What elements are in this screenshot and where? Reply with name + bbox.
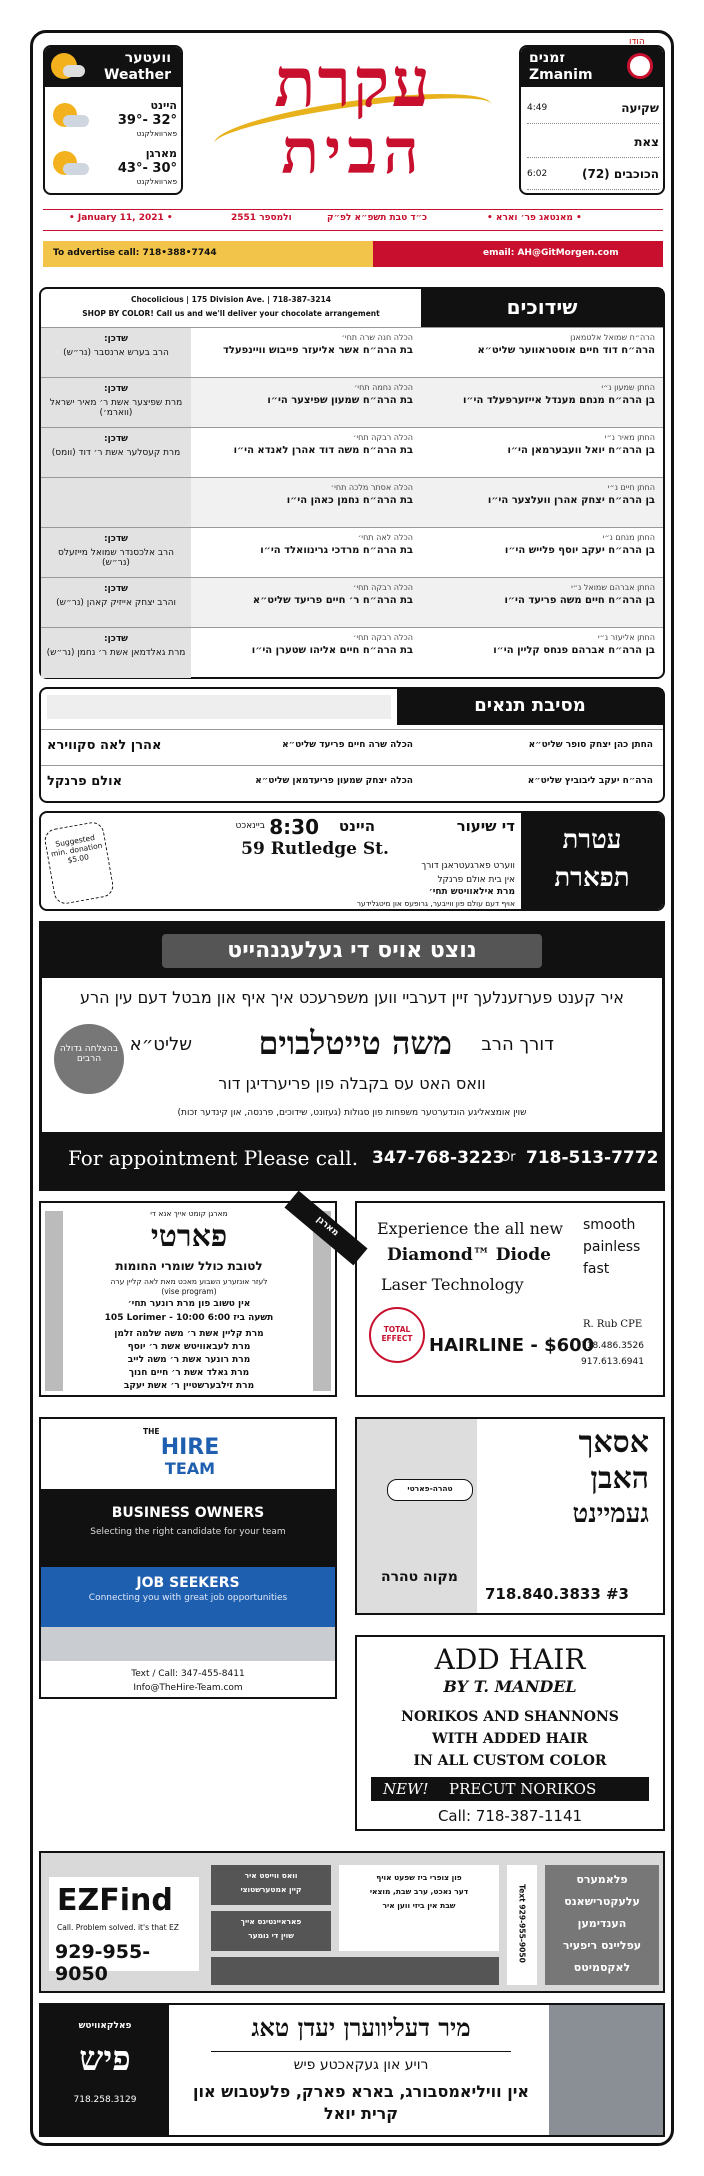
ezfind-col3 <box>339 1865 499 1951</box>
ezfind-vertical-text: Text 929-955-9050 <box>517 1884 527 1963</box>
hire-logo-top: THE <box>143 1427 160 1436</box>
ezfind-service-item: עלעקטרישאנס <box>564 1895 640 1908</box>
laser-tag: smooth <box>583 1217 636 1233</box>
party-sub2: לעזר אונזערע השבוע מאכט מאת לאה קליין ערה <box>110 1277 268 1286</box>
ezfind-col1 <box>211 1865 331 1905</box>
gelegenheit-title: נוצט אויס די געלעגנהייט <box>227 938 477 963</box>
chocolate-ad-line1: Chocolicious | 175 Division Ave. | 718-387-3214 <box>130 295 332 304</box>
chosson-name: הרה״ח דוד חיים אוסטראווער שליט״א <box>477 345 655 356</box>
ezfind-logo-box <box>49 1877 199 1985</box>
ezfind-logo: EZFind <box>57 1883 173 1918</box>
gelegenheit-badge <box>54 1024 124 1094</box>
date-hebrew: כ״ד טבת תשפ״א לפ״ק <box>327 213 428 223</box>
cloud-icon <box>63 65 85 77</box>
chosson-name: בן הרה״ח מנחם מענדל אייזערפעלד הי״ו <box>463 395 655 406</box>
weather-title-yid: וועטער <box>124 50 171 66</box>
chosson-title: החתן מאיר נ״י <box>604 433 655 442</box>
shadchan-label: שדכן: <box>104 634 128 644</box>
party-corner-label: מארגן <box>314 1214 341 1239</box>
header <box>33 33 671 283</box>
gelegenheit-honor: שליט״א <box>129 1034 192 1055</box>
shadchan-label: שדכן: <box>104 384 128 394</box>
party-address: 105 Lorimer - 10:00 תשעה ביז 6:00 <box>104 1313 274 1323</box>
party-host-name: מרת רונער אשת ר׳ משה לייב <box>127 1355 251 1365</box>
ateres-logo-line2: תפארת <box>554 863 630 893</box>
zmanim-label: צאת <box>634 135 659 149</box>
gelegenheit-phone-bar <box>42 1132 662 1188</box>
gelegenheit-title-bar <box>42 924 662 978</box>
ateres-today: היינט <box>338 817 375 835</box>
fish-photo <box>549 2005 663 2135</box>
shidduchim-header <box>41 289 663 327</box>
masthead-logo <box>203 43 503 197</box>
laser-phone1[interactable]: 718.486.3526 <box>581 1341 644 1351</box>
shadchan-name: והרב יצחק אייזיק קאהן (נר״ש) <box>56 598 176 608</box>
shidduch-row <box>41 377 663 427</box>
logo-text-top: עקרת <box>274 43 432 123</box>
mikvah-title2: האבן <box>590 1461 649 1496</box>
cloud-icon <box>63 163 89 175</box>
date-parsha: • מאנטאג פר׳ וארא • <box>487 213 582 223</box>
advertise-phone-strip <box>43 241 373 267</box>
zmanim-title-bar <box>521 47 663 87</box>
add-hair-ad <box>355 1635 665 1831</box>
tenaim-hall: אולם פרנקל <box>47 774 123 789</box>
party-title: פארטי <box>150 1219 228 1254</box>
advertise-phone: To advertise call: 718•388•7744 <box>53 248 217 258</box>
ezfind-col1-line: קיין אמטערשטוצי <box>240 1885 302 1894</box>
tenaim-title: מסיבת תנאים <box>474 695 586 716</box>
party-host-name: מרת לעבאוויטש אשת ר׳ יוסף <box>127 1342 251 1352</box>
suggested-donation-text: Suggested min. donation $5.00 <box>50 832 104 865</box>
shidduch-row <box>41 627 663 677</box>
kallah-name: בת הרה״ח חיים אליהו שטערן הי״ו <box>251 645 413 656</box>
kallah-name: בת הרה״ח נחמן כאהן הי״ו <box>286 495 413 506</box>
ateres-time: 8:30 <box>269 815 319 839</box>
ateres-address: 59 Rutledge St. <box>241 839 389 859</box>
add-hair-precut-bar <box>371 1777 649 1801</box>
fish-main: מיר דעליווערן יעדן טאג <box>251 2013 471 2042</box>
zmanim-title-en: Zmanim <box>529 67 593 83</box>
laser-line3: Laser Technology <box>381 1275 524 1294</box>
ezfind-col3-line: דער נאכט, ערב שבת, מוצאי <box>369 1887 469 1896</box>
fish-logo-box <box>41 2005 169 2135</box>
chosson-title: החתן שמעון נ״י <box>601 383 655 392</box>
tenaim-header <box>41 689 663 725</box>
gelegenheit-line1: איר קענט פערזענלעך זיין דערביי ווען משפרעכט איך איף און מבטל דעם עין הרע <box>80 988 624 1007</box>
shidduch-row <box>41 527 663 577</box>
weather-day-label: מארגן <box>145 147 177 160</box>
laser-line1: Experience the all new <box>377 1219 564 1238</box>
fish-sub: רויע און געקאכטע פיש <box>293 2057 429 2073</box>
add-hair-precut: PRECUT NORIKOS <box>449 1780 597 1798</box>
weather-title-en: Weather <box>104 67 171 83</box>
hire-office-photo <box>41 1627 335 1661</box>
weather-box <box>43 45 183 195</box>
zmanim-row <box>527 163 659 190</box>
party-ad <box>39 1201 341 1397</box>
gelegenheit-or: Or <box>500 1150 516 1165</box>
add-hair-by: BY T. MANDEL <box>443 1677 577 1696</box>
chosson-title: החתן אליעזר נ״י <box>597 633 655 642</box>
suggested-donation-badge <box>43 820 115 905</box>
ateres-logo <box>521 813 663 909</box>
zmanim-title-yid: זמנים <box>529 50 565 66</box>
party-location: אין טשוב פון מרת רונער תחי׳ <box>127 1299 251 1309</box>
ezfind-ad <box>39 1851 665 1993</box>
tenaim-section <box>39 687 665 803</box>
mikvah-badge-text: טהרה-פארטי <box>407 1484 453 1493</box>
hire-js-text: Connecting you with great job opportunities <box>88 1593 288 1603</box>
chosson-name: בן הרה״ח חיים משה פריעד הי״ו <box>504 595 655 606</box>
zmanim-time: 6:02 <box>527 169 548 179</box>
fish-ad <box>39 2003 665 2137</box>
hire-job-seekers <box>41 1567 335 1627</box>
chosson-title: החתן אברהם שמואל נ״י <box>571 583 655 592</box>
zmanim-label: שקיעה <box>621 101 659 115</box>
tenaim-chosson: החתן כהן יצחק סופר שליט״א <box>528 740 653 750</box>
laser-sign: R. Rub CPE <box>583 1319 643 1330</box>
hire-team-ad <box>39 1417 337 1699</box>
hire-bo-title: BUSINESS OWNERS <box>111 1505 265 1521</box>
laser-badge-text: TOTAL EFFECT <box>381 1325 413 1343</box>
shadchan-name: מרת שפיצער אשת ר׳ מאיר ישראל (ווארמ׳) <box>49 398 183 418</box>
mikvah-title1: אסאך <box>578 1425 649 1460</box>
ezfind-col3-line: פון צופרי ביז שפעט אויף <box>376 1873 462 1882</box>
ateres-line3: אין בית אולם פרנקל <box>437 875 515 885</box>
chocolate-ad-line2: SHOP BY COLOR! Call us and we'll deliver your chocolate arrangement <box>82 309 380 318</box>
zmanim-row <box>527 97 659 124</box>
shidduchim-list <box>41 327 663 677</box>
ateres-line2: ווערט פארגעטראגן דורך <box>421 861 515 871</box>
weather-temp: 43°- 30° <box>117 161 177 176</box>
ateres-logo-line1: עטרת <box>562 825 622 855</box>
party-top: מארגן קומט אייך אנא די <box>150 1209 228 1218</box>
kallah-name: בת הרה״ח ר׳ חיים פריעד שליט״א <box>252 595 413 606</box>
gelegenheit-phone-label: For appointment Please call. <box>68 1146 359 1170</box>
weather-day-1 <box>53 99 177 141</box>
chosson-name: בן הרה״ח יעקב יוסף פלייש הי״ו <box>504 545 655 556</box>
alarm-clock-icon <box>627 53 653 79</box>
mikvah-brand: מקוה טהרה <box>381 1569 458 1585</box>
ezfind-bottom-strip <box>211 1957 499 1985</box>
party-host-name: מרת זילבערשטיין ר׳ אשת יעקב <box>123 1381 255 1391</box>
ezfind-col3-line: שבת אין ביזי ווען איר <box>382 1901 456 1910</box>
hire-logo-main: HIRE <box>160 1435 220 1460</box>
fish-logo-label: פאלקאוויטש <box>78 2021 132 2031</box>
shadchan-name: מרת גאלדמאן אשת ר׳ נחמן (נר״ש) <box>46 648 186 658</box>
tenaim-row <box>41 765 663 802</box>
kallah-title: הכלה לאה תחי׳ <box>357 533 413 542</box>
kallah-title: הכלה נחמה תחי׳ <box>353 383 413 392</box>
gelegenheit-phone1[interactable]: 347-768-3223 <box>372 1148 505 1168</box>
fish-places: אין וויליאמסבורג, בארא פארק, פלעטבוש און קרית יואל <box>192 2082 530 2123</box>
gelegenheit-rabbi-line <box>42 1024 662 1068</box>
mikvah-phone[interactable]: 718.840.3833 #3 <box>485 1585 629 1603</box>
ezfind-vertical-box <box>507 1865 537 1985</box>
shidduchim-title: שידוכים <box>506 295 578 319</box>
shidduch-row <box>41 327 663 377</box>
tenaim-chosson: הרה״ח יעקב ליבוביץ שליט״א <box>527 776 653 786</box>
chosson-name: בן הרה״ח אברהם פנחס קליין הי״ו <box>493 645 655 656</box>
shidduch-row <box>41 577 663 627</box>
laser-badge <box>369 1307 425 1363</box>
shadchan-label: שדכן: <box>104 584 128 594</box>
chosson-name: בן הרה״ח יואל וועבערמאן הי״ו <box>507 445 655 456</box>
party-sub1: לטובת כולל שומרי החומות <box>115 1259 263 1273</box>
ateres-note: אויף דעם עולם פון ווייבער, גרופעס און מיטגלידער <box>356 899 515 908</box>
add-hair-call[interactable]: Call: 718-387-1141 <box>437 1807 583 1825</box>
chocolate-ad-strip <box>41 289 421 328</box>
shidduchim-section <box>39 287 665 679</box>
gelegenheit-phone2[interactable]: 718-513-7772 <box>526 1148 659 1168</box>
mikvah-ad <box>355 1417 665 1615</box>
shadchan-label: שדכן: <box>104 534 128 544</box>
laser-phone2[interactable]: 917.613.6941 <box>581 1357 644 1367</box>
party-sub3: (vise program) <box>161 1287 217 1296</box>
kallah-title: הכלה רבקה תחי׳ <box>353 433 413 442</box>
shadchan-name: הרב בערש ארנסבר (נר״ש) <box>63 348 169 358</box>
weather-desc: פארוואלקנט <box>136 129 177 138</box>
ezfind-col1-line: וואס ווייסט איר <box>244 1871 298 1880</box>
add-hair-title: ADD HAIR <box>434 1643 586 1676</box>
hire-bo-text: Selecting the right candidate for your team <box>90 1527 286 1537</box>
tenaim-kallah: הכלה שרה חיים פריעד שליט״א <box>282 740 413 750</box>
hire-business-owners <box>41 1489 335 1567</box>
add-hair-new: NEW! <box>383 1780 429 1798</box>
weather-day-label: היינט <box>150 99 177 112</box>
advertise-bar <box>43 241 663 267</box>
kallah-title: הכלה רבקה תחי׳ <box>353 633 413 642</box>
dateline <box>43 209 663 231</box>
kallah-title: הכלה רבקה תחי׳ <box>353 583 413 592</box>
weather-title-bar <box>45 47 181 87</box>
chosson-title: הרה״ח שמואל אלטמאנן <box>570 333 655 342</box>
kallah-name: בת הרה״ח מרדכי גרינוואלד הי״ו <box>260 545 413 556</box>
mini-label: הודו <box>629 37 645 47</box>
weather-day-2 <box>53 147 177 189</box>
ezfind-col2-line: שוין די נומער <box>248 1931 294 1940</box>
hire-contact2[interactable]: Info@TheHire-Team.com <box>133 1683 243 1693</box>
cloud-icon <box>63 115 89 127</box>
fish-logo-phone[interactable]: 718.258.3129 <box>73 2095 137 2105</box>
ateres-line1 <box>115 817 515 839</box>
tenaim-title-bar <box>397 689 663 725</box>
advertise-email[interactable]: email: AH@GitMorgen.com <box>483 248 619 258</box>
hire-logo <box>135 1427 245 1479</box>
kallah-title: הכלה אסתר מלכה תחי׳ <box>330 483 413 492</box>
laser-tag: painless <box>583 1239 641 1255</box>
chosson-title: החתן מנחם נ״י <box>602 533 655 542</box>
logo-text-bottom: הבית <box>281 115 425 188</box>
chosson-title: החתן חיים נ״י <box>607 483 655 492</box>
shidduchim-title-bar <box>421 289 663 327</box>
shadchan-box <box>41 478 191 528</box>
hire-logo-sub: TEAM <box>164 1459 216 1478</box>
shadchan-label: שדכן: <box>104 434 128 444</box>
laser-ad <box>355 1201 665 1397</box>
zmanim-row <box>527 131 659 158</box>
gelegenheit-by-label: דורך הרב <box>481 1034 554 1055</box>
shadchan-name: הרב אלכסנדר שמואל מייזעלס (נר״ש) <box>58 548 174 568</box>
ateres-ad <box>39 811 665 911</box>
ezfind-phone[interactable]: 929-955-9050 <box>55 1941 151 1985</box>
ezfind-service-item: לאקסמיטס <box>573 1961 631 1974</box>
fish-divider <box>211 2051 511 2052</box>
tenaim-hall: אהרן לאה סקווירא <box>47 738 162 753</box>
kallah-title: הכלה חנה שרה תחי׳ <box>341 333 413 342</box>
newspaper-page <box>30 30 674 2146</box>
hire-contact1[interactable]: Text / Call: 347-455-8411 <box>131 1669 245 1679</box>
date-english: • January 11, 2021 • <box>69 213 173 223</box>
ezfind-col2 <box>211 1911 331 1951</box>
gelegenheit-line2: וואס האט עס בקבלה פון פריערדיגן דור <box>218 1074 486 1093</box>
hire-js-title: JOB SEEKERS <box>136 1575 240 1591</box>
ezfind-service-item: עפליינס ריפעיר <box>562 1939 642 1952</box>
add-hair-line2: WITH ADDED HAIR <box>432 1731 588 1747</box>
tenaim-row <box>41 729 663 766</box>
mikvah-title3: געמיינט <box>572 1499 649 1529</box>
gelegenheit-line3: שוין אומצאליגע הונדערטער משפחות פון סגולות (געזונט, שידוכים, פרנסה, און קינדער זכות) <box>177 1108 527 1118</box>
zmanim-box <box>519 45 665 195</box>
zmanim-time: 4:49 <box>527 103 548 113</box>
fish-logo-big: פיש <box>79 2039 131 2079</box>
mikvah-badge <box>387 1479 473 1501</box>
ezfind-service-item: הענדימען <box>577 1917 627 1930</box>
ezfind-services <box>545 1865 659 1985</box>
zmanim-label: הכוכבים (72) <box>581 167 659 181</box>
laser-line2: Diamond™ Diode <box>387 1245 551 1265</box>
advertise-email-strip <box>373 241 663 267</box>
kallah-name: בת הרה״ח משה דוד אהרן לאנדא הי״ו <box>233 445 413 456</box>
shadchan-name: מרת קעסלער אשת ר׳ דוד (וומס) <box>51 448 181 458</box>
ateres-shiur-label: די שיעור <box>456 817 515 835</box>
chosson-name: בן הרה״ח יצחק אהרן וועלצער הי״ו <box>487 495 655 506</box>
laser-tag: fast <box>583 1261 610 1277</box>
party-host-name: מרת קליין אשת ר׳ משה שלמה זלמן <box>114 1329 264 1339</box>
ateres-speaker: מרת אילאוויטש תחי׳ <box>428 887 515 897</box>
ezfind-slogan: Call. Problem solved. it's that EZ <box>57 1923 179 1932</box>
tenaim-blank-strip <box>47 695 391 719</box>
add-hair-line3: IN ALL CUSTOM COLOR <box>413 1753 607 1769</box>
shidduch-row <box>41 427 663 477</box>
weather-desc: פארוואלקנט <box>136 177 177 186</box>
kallah-name: בת הרה״ח אשר אליעזר פייבוש וויינפעלד <box>223 345 413 356</box>
gelegenheit-rabbi-name: משה טייטלבוים <box>258 1024 452 1062</box>
shidduch-row <box>41 477 663 527</box>
add-hair-line1: NORIKOS AND SHANNONS <box>401 1709 619 1725</box>
tenaim-kallah: הכלה יצחק שמעון פריעדמאן שליט״א <box>255 776 413 786</box>
party-host-name: מרת גאלד אשת ר׳ חיים חנוך <box>128 1368 250 1378</box>
date-issue: ולמספר 2551 <box>231 213 292 223</box>
weather-temp: 39°- 32° <box>117 113 177 128</box>
shadchan-label: שדכן: <box>104 334 128 344</box>
party-names <box>71 1329 307 1395</box>
laser-price: HAIRLINE - $600 <box>429 1335 595 1356</box>
ezfind-service-item: פלאמערס <box>576 1873 628 1886</box>
gelegenheit-badge-text: בהצלחה גדולה הרבים <box>59 1044 119 1064</box>
kallah-name: בת הרה״ח שמעון שפיצער הי״ו <box>267 395 413 406</box>
party-pillar-left <box>45 1211 63 1391</box>
ateres-evening: ביינאכט <box>235 821 265 831</box>
gelegenheit-ad <box>39 921 665 1191</box>
ezfind-col2-line: פאראיינטיגס אייך <box>240 1917 302 1926</box>
ateres-body <box>115 817 515 909</box>
